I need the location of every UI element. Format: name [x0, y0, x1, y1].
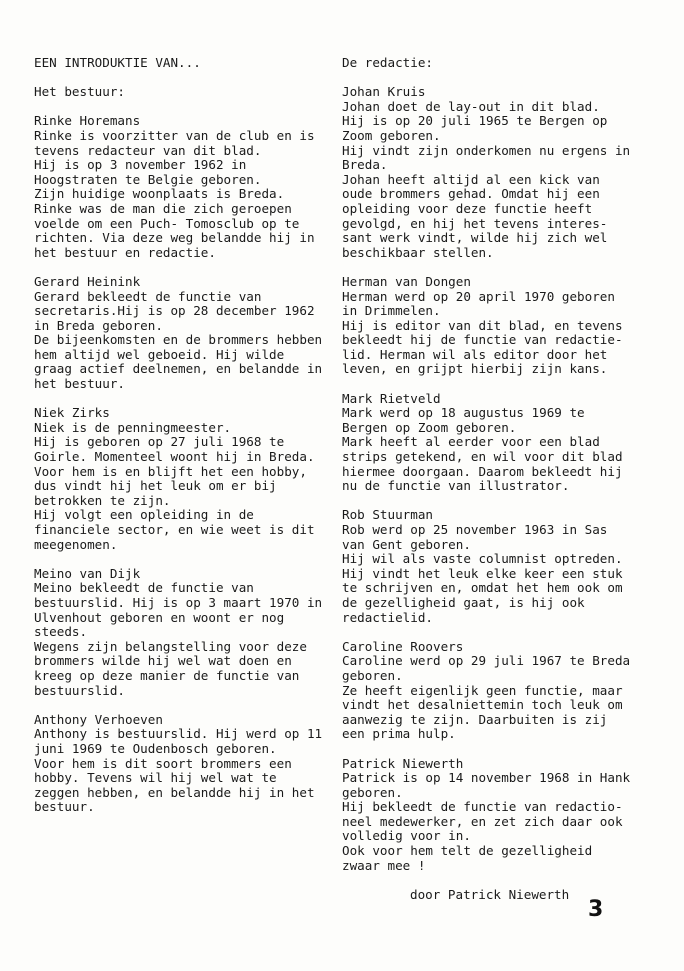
page-heading: EEN INTRODUKTIE VAN...: [34, 55, 201, 70]
member-bio-line: zeggen hebben, en belandde hij in het: [34, 784, 315, 800]
member-bio-line: meegenomen.: [34, 536, 118, 552]
member-bio-line: Ulvenhout geboren en woont er nog: [34, 609, 285, 625]
member-bio-line: Meino bekleedt de functie van: [34, 580, 254, 596]
member-name: Johan Kruis: [342, 84, 426, 100]
member-bio-line: lid. Herman wil als editor door het: [342, 346, 608, 362]
member-bio-line: Hij is geboren op 27 juli 1968 te: [34, 434, 285, 450]
right-column: [342, 56, 642, 902]
member-bio-line: leven, en grijpt hierbij zijn kans.: [342, 361, 608, 377]
member-bio-line: vindt het desalniettemin toch leuk om: [342, 697, 623, 713]
member-bio-line: kreeg op deze manier de functie van: [34, 667, 300, 683]
member-bio-line: de gezelligheid gaat, is hij ook: [342, 594, 585, 610]
member-bio-line: Hij vindt het leuk elke keer een stuk: [342, 565, 623, 581]
member-bio-line: zwaar mee !: [342, 857, 426, 873]
editorial-entries: [342, 85, 642, 873]
member-bio-line: sant werk vindt, wilde hij zich wel: [342, 230, 608, 246]
member-bio-line: steeds.: [34, 624, 88, 640]
member-bio-line: Mark heeft al eerder voor een blad: [342, 434, 600, 450]
member-bio-line: betrokken te zijn.: [34, 492, 171, 508]
member-name: Meino van Dijk: [34, 565, 141, 581]
member-bio-line: het bestuur.: [34, 376, 125, 392]
member-bio-line: oude brommers gehad. Omdat hij een: [342, 186, 600, 202]
member-bio-line: Herman werd op 20 april 1970 geboren: [342, 288, 615, 304]
member-bio-line: Hij is op 20 juli 1965 te Bergen op: [342, 113, 608, 129]
member-entry: [34, 713, 334, 815]
member-bio-line: Johan heeft altijd al een kick van: [342, 171, 600, 187]
member-bio-line: Voor hem is dit soort brommers een: [34, 755, 292, 771]
member-bio-line: beschikbaar stellen.: [342, 244, 494, 260]
member-name: Anthony Verhoeven: [34, 711, 163, 727]
member-entry: [342, 508, 642, 625]
member-bio-line: bestuurslid. Hij is op 3 maart 1970 in: [34, 594, 323, 610]
member-bio-line: bestuurslid.: [34, 682, 125, 698]
member-bio-line: gevolgd, en hij het tevens interes-: [342, 215, 608, 231]
member-bio-line: bekleedt hij de functie van redactie-: [342, 332, 623, 348]
member-bio-line: Wegens zijn belangstelling voor deze: [34, 638, 307, 654]
member-bio-line: opleiding voor deze functie heeft: [342, 200, 593, 216]
member-bio-line: Ze heeft eigenlijk geen functie, maar: [342, 682, 623, 698]
page-number: 3: [588, 897, 604, 922]
member-bio-line: aanwezig te zijn. Daarbuiten is zij: [342, 711, 608, 727]
member-bio-line: hem altijd wel geboeid. Hij wilde: [34, 346, 285, 362]
member-entry: [34, 275, 334, 392]
member-bio-line: bestuur.: [34, 799, 95, 815]
member-bio-line: graag actief deelnemen, en belandde in: [34, 361, 323, 377]
member-bio-line: Patrick is op 14 november 1968 in Hank: [342, 770, 631, 786]
member-name: Caroline Roovers: [342, 638, 464, 654]
member-bio-line: strips getekend, en wil voor dit blad: [342, 449, 623, 465]
member-bio-line: in Drimmelen.: [342, 303, 441, 319]
member-entry: [34, 406, 334, 552]
member-bio-line: Gerard bekleedt de functie van: [34, 288, 262, 304]
member-bio-line: volledig voor in.: [342, 828, 471, 844]
member-bio-line: secretaris.Hij is op 28 december 1962: [34, 303, 315, 319]
member-bio-line: Hij volgt een opleiding in de: [34, 507, 254, 523]
member-name: Mark Rietveld: [342, 390, 441, 406]
member-name: Rinke Horemans: [34, 113, 141, 129]
member-bio-line: nu de functie van illustrator.: [342, 478, 570, 494]
member-bio-line: Hij is editor van dit blad, en tevens: [342, 317, 623, 333]
member-name: Patrick Niewerth: [342, 755, 464, 771]
member-bio-line: Caroline werd op 29 juli 1967 te Breda: [342, 653, 631, 669]
board-entries: [34, 114, 334, 815]
member-entry: [342, 757, 642, 874]
member-bio-line: te schrijven en, omdat het hem ook om: [342, 580, 623, 596]
member-bio-line: Rinke is voorzitter van de club en is: [34, 127, 315, 143]
member-bio-line: dus vindt hij het leuk om er bij: [34, 478, 277, 494]
member-bio-line: brommers wilde hij wel wat doen en: [34, 653, 292, 669]
member-entry: [342, 392, 642, 494]
member-entry: [342, 85, 642, 260]
member-bio-line: Bergen op Zoom geboren.: [342, 419, 517, 435]
member-bio-line: Mark werd op 18 augustus 1969 te: [342, 405, 585, 421]
editorial-subheading: De redactie:: [342, 55, 433, 70]
member-name: Rob Stuurman: [342, 507, 433, 523]
member-bio-line: Hij wil als vaste columnist optreden.: [342, 551, 623, 567]
member-bio-line: financiele sector, en wie weet is dit: [34, 522, 315, 537]
member-bio-line: van Gent geboren.: [342, 536, 471, 552]
member-bio-line: neel medewerker, en zet zich daar ook: [342, 813, 623, 829]
member-bio-line: Hij vindt zijn onderkomen nu ergens in: [342, 142, 631, 158]
left-column: [34, 56, 334, 815]
member-name: Niek Zirks: [34, 405, 110, 421]
member-bio-line: juni 1969 te Oudenbosch geboren.: [34, 740, 277, 756]
member-bio-line: De bijeenkomsten en de brommers hebben: [34, 332, 323, 348]
board-subheading: Het bestuur:: [34, 84, 125, 100]
member-bio-line: Goirle. Momenteel woont hij in Breda.: [34, 449, 315, 465]
member-bio-line: Voor hem is en blijft het een hobby,: [34, 463, 307, 479]
member-bio-line: geboren.: [342, 784, 403, 800]
member-bio-line: tevens redacteur van dit blad.: [34, 142, 262, 158]
member-bio-line: Johan doet de lay-out in dit blad.: [342, 98, 600, 114]
member-bio-line: voelde om een Puch- Tomosclub op te: [34, 215, 300, 231]
member-bio-line: Niek is de penningmeester.: [34, 419, 232, 435]
member-bio-line: hobby. Tevens wil hij wel wat te: [34, 770, 277, 786]
member-bio-line: redactielid.: [342, 609, 433, 625]
member-bio-line: richten. Via deze weg belandde hij in: [34, 230, 315, 246]
member-bio-line: Hoogstraten te Belgie geboren.: [34, 171, 262, 187]
member-bio-line: Zijn huidige woonplaats is Breda.: [34, 186, 285, 202]
member-name: Herman van Dongen: [342, 273, 471, 289]
member-bio-line: Rob werd op 25 november 1963 in Sas: [342, 522, 608, 537]
member-entry: [34, 567, 334, 698]
member-bio-line: Zoom geboren.: [342, 127, 441, 143]
member-bio-line: in Breda geboren.: [34, 317, 163, 333]
member-bio-line: Rinke was de man die zich geroepen: [34, 200, 292, 216]
member-bio-line: Breda.: [342, 157, 388, 173]
member-bio-line: Hij bekleedt de functie van redactio-: [342, 799, 623, 815]
member-name: Gerard Heinink: [34, 273, 141, 289]
signature: door Patrick Niewerth: [410, 886, 570, 902]
member-bio-line: het bestuur en redactie.: [34, 244, 216, 260]
member-bio-line: een prima hulp.: [342, 726, 456, 742]
member-bio-line: Anthony is bestuurslid. Hij werd op 11: [34, 726, 323, 742]
member-bio-line: geboren.: [342, 667, 403, 683]
member-bio-line: Ook voor hem telt de gezelligheid: [342, 843, 593, 859]
member-entry: [342, 640, 642, 742]
member-entry: [34, 114, 334, 260]
member-entry: [342, 275, 642, 377]
member-bio-line: hiermee doorgaan. Daarom bekleedt hij: [342, 463, 623, 479]
member-bio-line: Hij is op 3 november 1962 in: [34, 157, 247, 173]
